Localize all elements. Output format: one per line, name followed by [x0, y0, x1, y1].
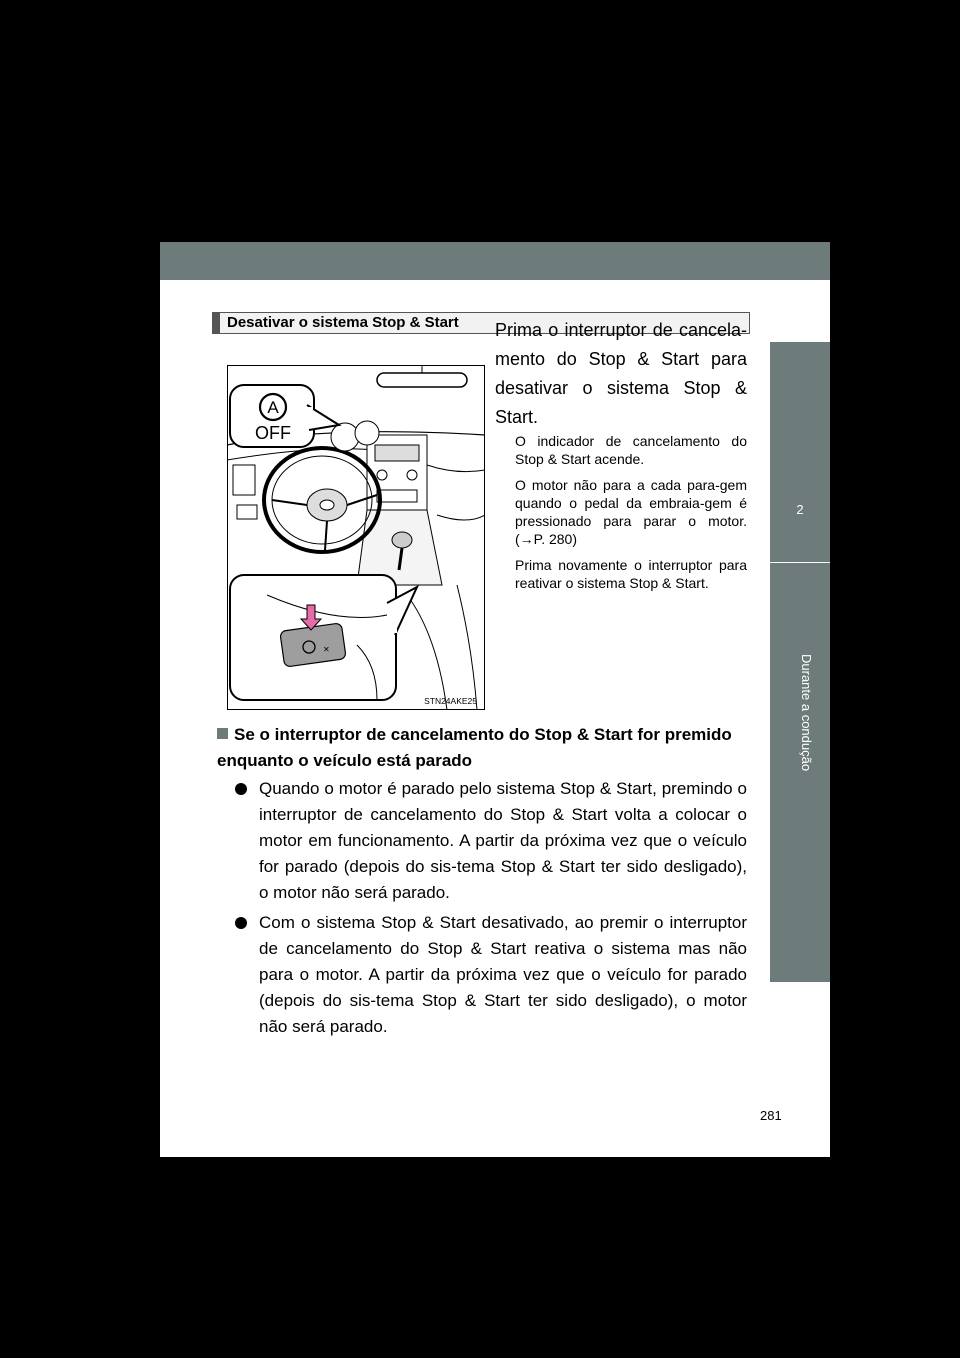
indicator-letter: A — [267, 398, 279, 417]
section-header-bar — [213, 313, 220, 333]
round-bullet-icon — [235, 917, 247, 929]
notes-list — [515, 432, 747, 600]
header-band — [160, 242, 830, 280]
condition-title: Se o interruptor de cancelamento do Stop & Start for premido enquanto o veículo está parado — [217, 725, 732, 770]
page-number: 281 — [760, 1108, 782, 1123]
dashboard-drawing — [227, 365, 485, 710]
note-item: O indicador de cancelamento do Stop & Start acende. — [515, 433, 747, 467]
chapter-tab — [770, 342, 830, 982]
indicator-off-label: OFF — [255, 423, 291, 443]
intro-text: Prima o interruptor de cancela-mento do Stop & Start para desativar o sistema Stop & Start. — [495, 320, 747, 427]
intro-paragraph — [495, 316, 747, 432]
chapter-title: Durante a condução — [799, 654, 814, 772]
dashboard-illustration — [227, 365, 485, 710]
chapter-number: 2 — [796, 502, 804, 517]
bullet-text: Quando o motor é parado pelo sistema Stop & Start, premindo o interruptor de cancelamento do Stop & Start volta a colocar o motor em funcionamento. A partir da próxima vez que o veículo for parado (depois do sis-tema Stop & Start ter sido desligado), o motor não será parado. — [259, 779, 747, 902]
square-bullet-icon — [217, 728, 228, 739]
condition-heading — [217, 722, 747, 774]
section-title: Desativar o sistema Stop & Start — [227, 314, 459, 331]
note-item: O motor não para a cada para-gem quando o pedal da embraia-gem é pressionado para parar o motor. (→P. 280) — [515, 477, 747, 547]
bullet-item — [235, 910, 747, 1040]
bullet-item — [235, 776, 747, 906]
round-bullet-icon — [235, 783, 247, 795]
bullet-text: Com o sistema Stop & Start desativado, ao premir o interruptor de cancelamento do Stop & Start reativa o sistema mas não para o motor. A partir da próxima vez que o veículo for parado (depois do sis-tema Stop & Start ter sido desligado), o motor não será parado. — [259, 913, 747, 1036]
manual-page — [160, 242, 830, 1157]
note-item: Prima novamente o interruptor para reativar o sistema Stop & Start. — [515, 557, 747, 591]
chapter-divider — [770, 562, 830, 563]
svg-text:✕: ✕ — [323, 645, 330, 654]
illustration-code: STN24AKE25 — [424, 696, 477, 706]
